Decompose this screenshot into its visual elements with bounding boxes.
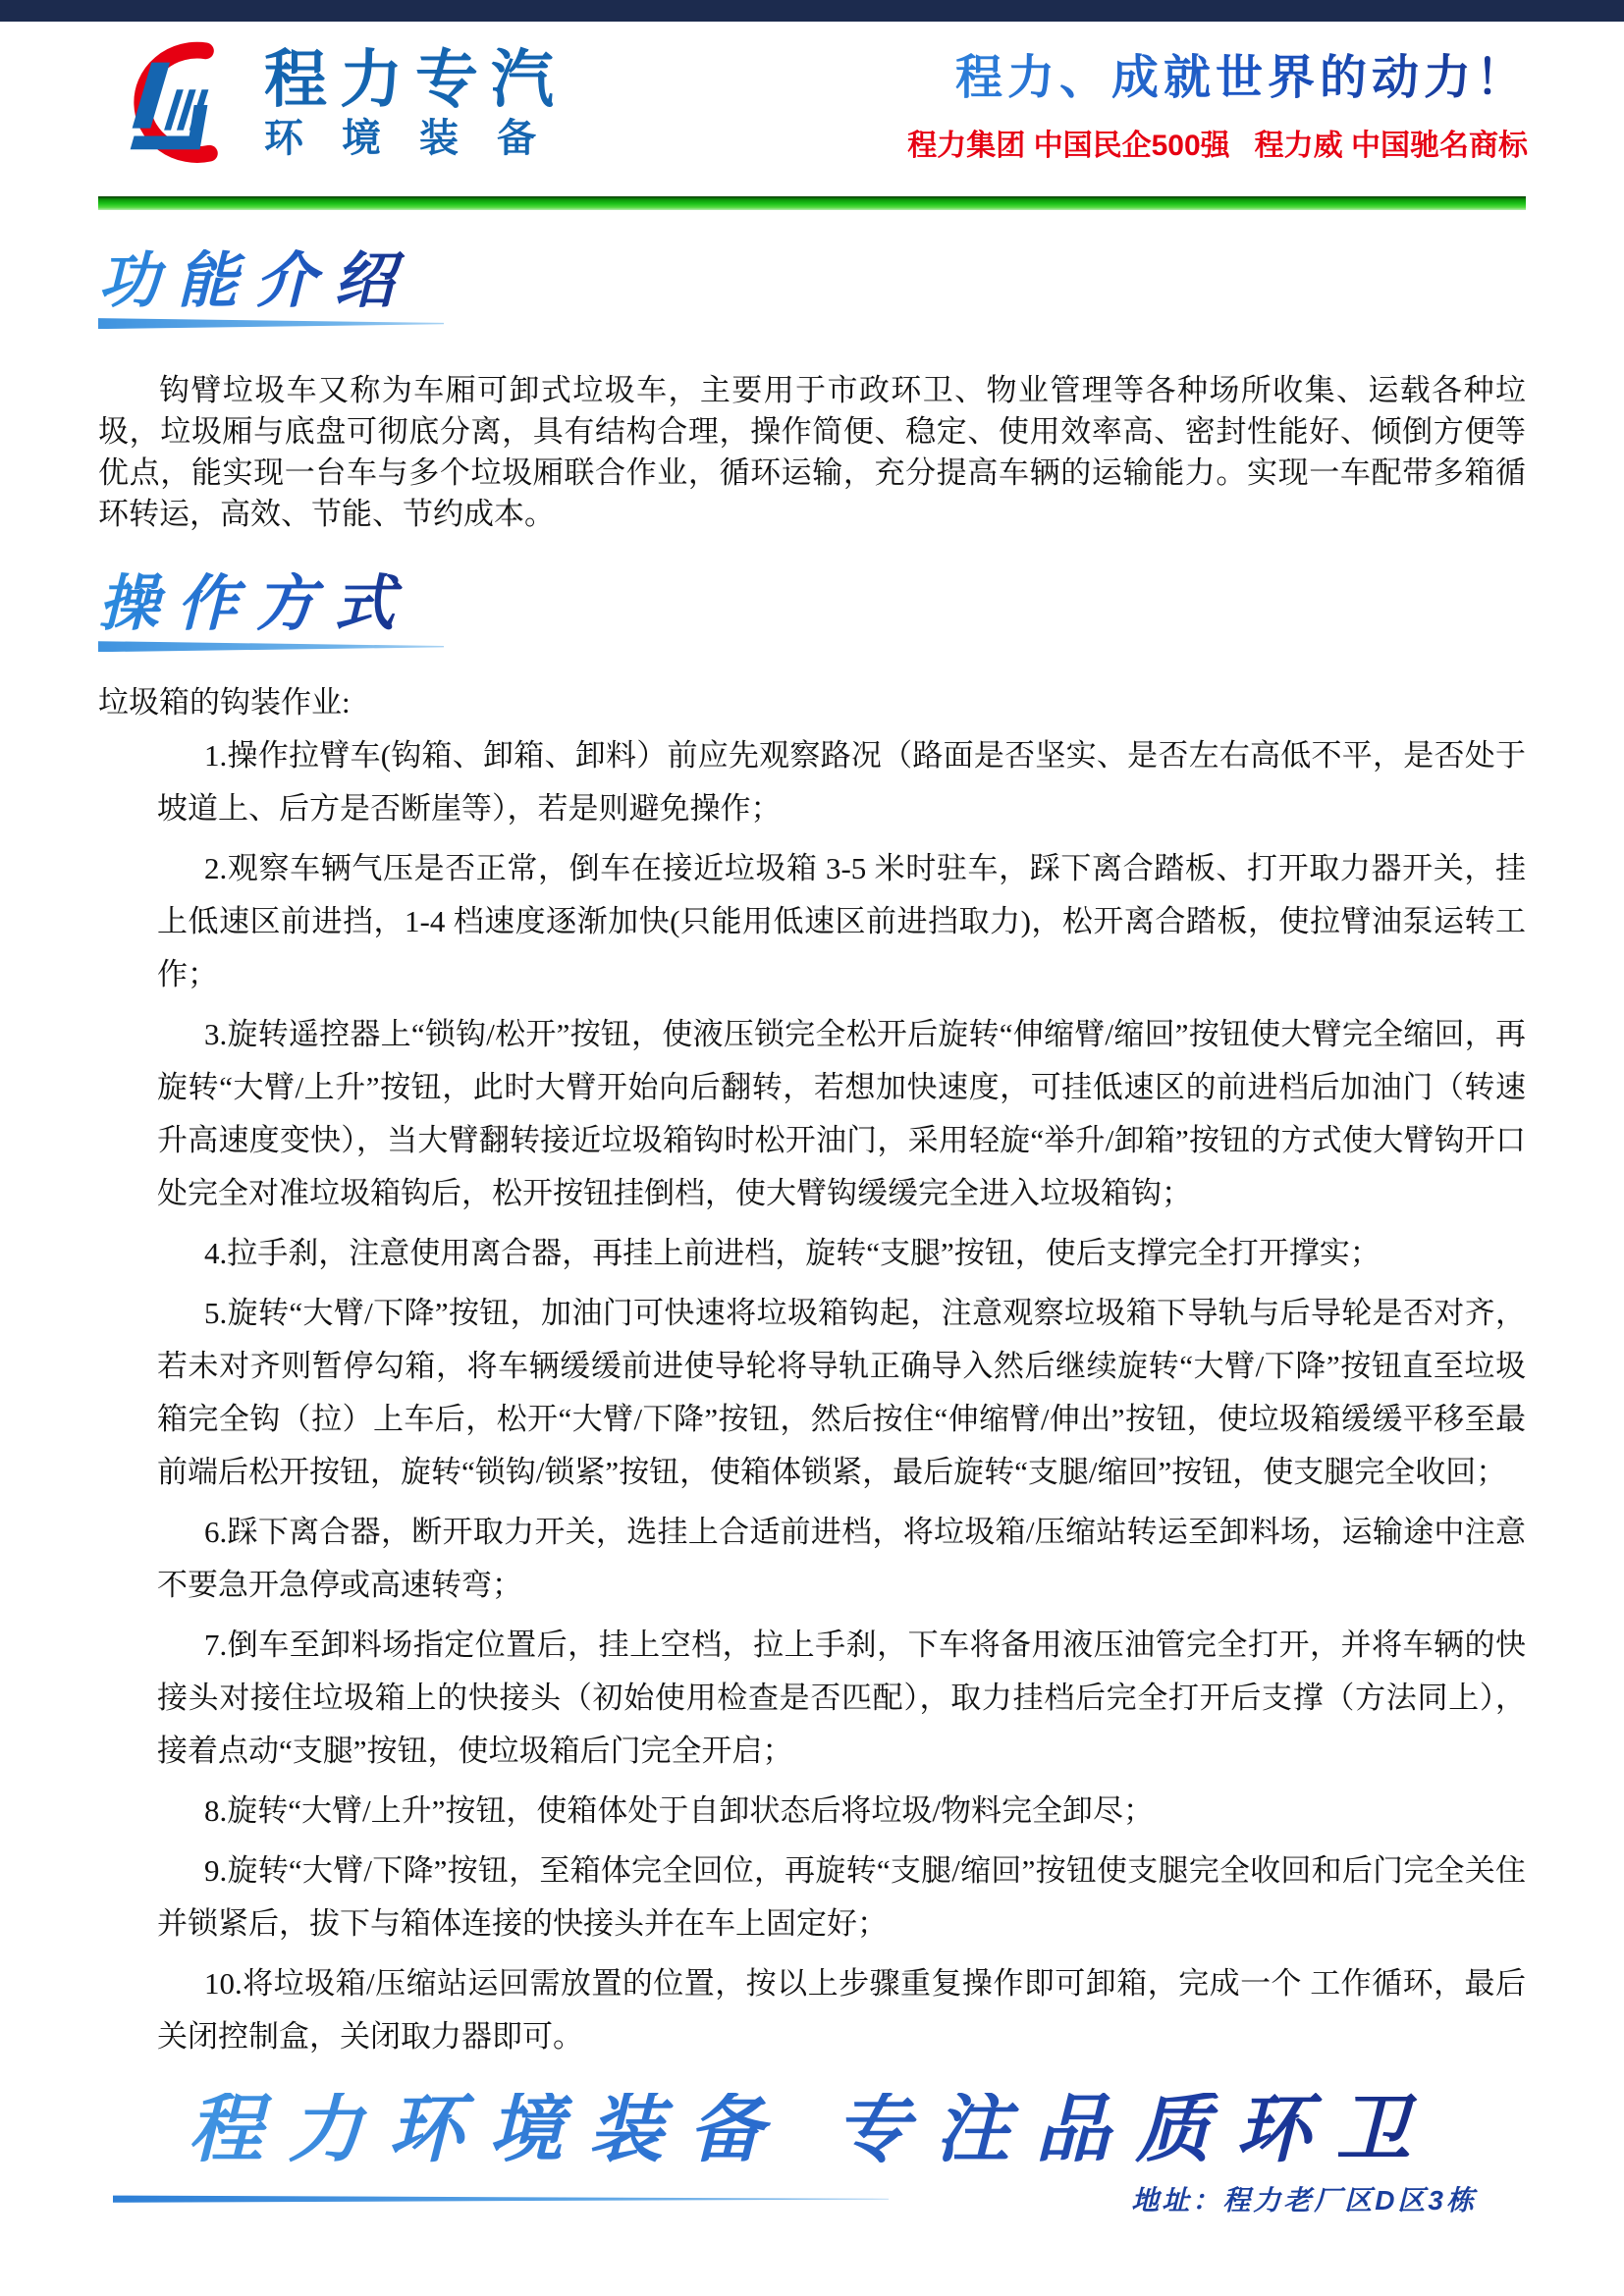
header-right: [907, 53, 1528, 164]
operation-step: 3.旋转遥控器上“锁钩/松开”按钮，使液压锁完全松开后旋转“伸缩臂/缩回”按钮使大臂完全缩回，再旋转“大臂/上升”按钮，此时大臂开始向后翻转，若想加快速度，可挂低速区的前进档后加油门（转速升高速度变快），当大臂翻转接近垃圾箱钩时松开油门，采用轻旋“举升/卸箱”按钮的方式使大臂钩开口处完全对准垃圾箱钩后，松开按钮挂倒档，使大臂钩缓缓完全进入垃圾箱钩；: [157, 1017, 1526, 1211]
operation-step: 6.踩下离合器，断开取力开关，选挂上合适前进档，将垃圾箱/压缩站转运至卸料场，运输途中注意不要急开急停或高速转弯；: [157, 1515, 1526, 1603]
operation-step: 10.将垃圾箱/压缩站运回需放置的位置，按以上步骤重复操作即可卸箱，完成一个 工作循环，最后关闭控制盒，关闭取力器即可。: [157, 1966, 1526, 2055]
header: [93, 39, 1528, 187]
brand-credentials: 程力集团 中国民企500强 程力威 中国驰名商标: [907, 129, 1528, 162]
operation-lead: 垃圾箱的钩装作业:: [98, 685, 351, 721]
chengli-logo-icon: [93, 39, 248, 167]
operation-step: 5.旋转“大臂/下降”按钮，加油门可快速将垃圾箱钩起，注意观察垃圾箱下导轨与后导轮是否对齐，若未对齐则暂停勾箱，将车辆缓缓前进使导轮将导轨正确导入然后继续旋转“大臂/下降”按钮直至垃圾箱完全钩（拉）上车后，松开“大臂/下降”按钮，然后按住“伸缩臂/伸出”按钮，使垃圾箱缓缓平移至最前端后松开按钮，旋转“锁钩/锁紧”按钮，使箱体锁紧，最后旋转“支腿/缩回”按钮，使支腿完全收回；: [157, 1296, 1526, 1490]
operation-step: 2.观察车辆气压是否正常，倒车在接近垃圾箱 3-5 米时驻车，踩下离合踏板、打开取力器开关，挂上低速区前进挡，1-4 档速度逐渐加快(只能用低速区前进挡取力)，松开离合踏板，使拉臂油泵运转工作；: [157, 851, 1526, 992]
operation-step: 1.操作拉臂车(钩箱、卸箱、卸料）前应先观察路况（路面是否坚实、是否左右高低不平，是否处于坡道上、后方是否断崖等），若是则避免操作；: [157, 738, 1526, 827]
footer-address: 地址：程力老厂区D区3栋: [1131, 2185, 1477, 2216]
features-section: [98, 249, 1526, 535]
logo-subtitle: 环境装备: [264, 117, 574, 160]
footer-tagline: 程力环境装备 专注品质环卫: [0, 2093, 1624, 2167]
operation-step: 7.倒车至卸料场指定位置后，挂上空档，拉上手刹，下车将备用液压油管完全打开，并将车辆的快接头对接住垃圾箱上的快接头（初始使用检查是否匹配），取力挂档后完全打开后支撑（方法同上），接着点动“支腿”按钮，使垃圾箱后门完全开启；: [157, 1628, 1526, 1769]
operation-step: 9.旋转“大臂/下降”按钮，至箱体完全回位，再旋转“支腿/缩回”按钮使支腿完全收回和后门完全关住并锁紧后，拔下与箱体连接的快接头并在车上固定好；: [157, 1853, 1526, 1942]
features-paragraph: 钩臂垃圾车又称为车厢可卸式垃圾车，主要用于市政环卫、物业管理等各种场所收集、运载各种垃圾，垃圾厢与底盘可彻底分离，具有结构合理，操作简便、稳定、使用效率高、密封性能好、倾倒方便等优点，能实现一台车与多个垃圾厢联合作业，循环运输，充分提高车辆的运输能力。实现一车配带多箱循环转运，高效、节能、节约成本。: [98, 373, 1526, 532]
operation-step: 8.旋转“大臂/上升”按钮，使箱体处于自卸状态后将垃圾/物料完全卸尽；: [204, 1793, 1154, 1829]
footer-row: [113, 2179, 1477, 2218]
logo-title: 程力专汽: [264, 44, 567, 115]
footer-underline-swoosh: [113, 2195, 889, 2204]
features-title: 功能介绍: [98, 249, 424, 313]
operation-section: [98, 572, 1526, 2063]
logo-text: [264, 44, 574, 160]
operation-step: 4.拉手刹，注意使用离合器，再挂上前进档，旋转“支腿”按钮，使后支撑完全打开撑实；: [204, 1236, 1380, 1271]
top-navy-bar: [0, 0, 1624, 22]
title-underline-swoosh: [98, 318, 444, 329]
operation-title: 操作方式: [98, 572, 424, 636]
green-divider: [98, 196, 1526, 210]
title-underline-swoosh: [98, 641, 444, 652]
footer: [0, 2088, 1624, 2218]
brand-slogan: 程力、成就世界的动力！: [907, 53, 1528, 105]
operation-steps: [98, 729, 1526, 2063]
